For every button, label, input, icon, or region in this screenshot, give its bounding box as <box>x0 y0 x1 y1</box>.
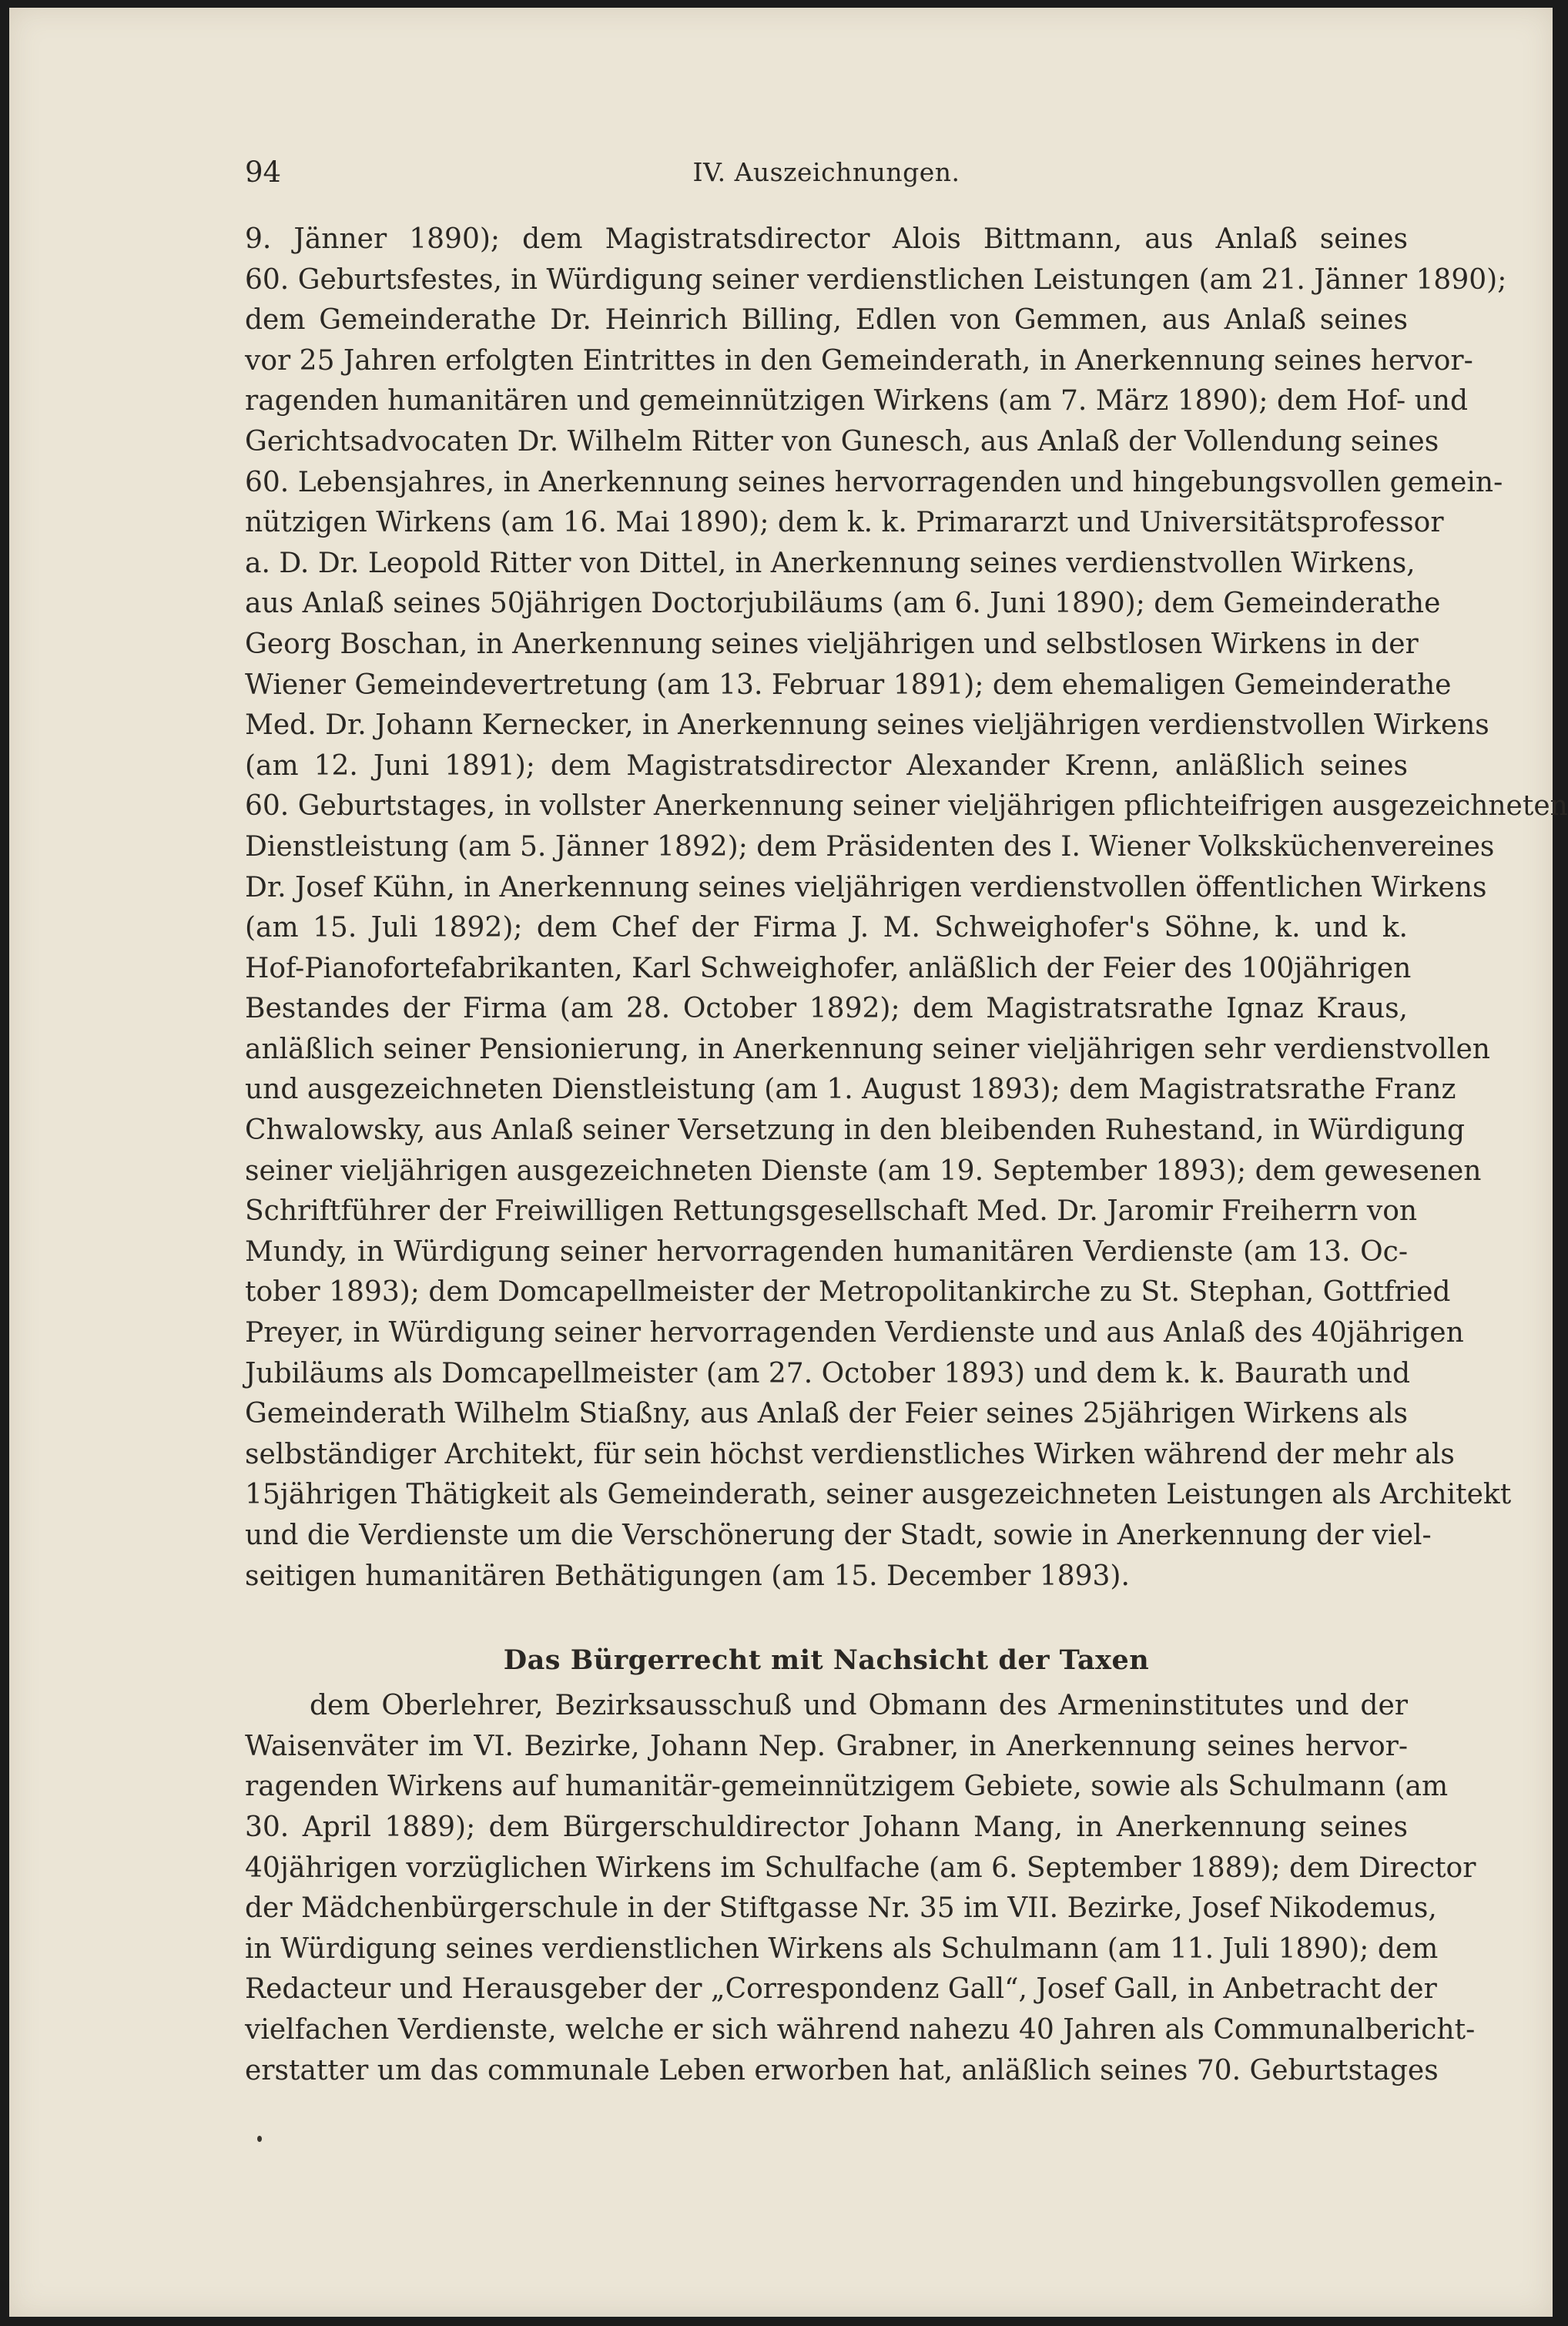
text-line: tober 1893); dem Domcapellmeister der Metropolitankirche zu St. Stephan, Gottfried <box>245 1276 1451 1309</box>
text-line: vielfachen Verdienste, welche er sich während nahezu 40 Jahren als Communalbericht- <box>245 2013 1476 2046</box>
text-line: Gerichtsadvocaten Dr. Wilhelm Ritter von Gunesch, aus Anlaß der Vollendung seines <box>245 425 1439 457</box>
section-gap <box>245 1597 1408 1640</box>
text-line: Hof-Pianofortefabrikanten, Karl Schweighofer, anläßlich der Feier des 100jährigen <box>245 952 1412 984</box>
text-line: Dr. Josef Kühn, in Anerkennung seines vieljährigen verdienstvollen öffentlichen Wirkens <box>245 871 1487 903</box>
text-line: Dienstleistung (am 5. Jänner 1892); dem Präsidenten des I. Wiener Volksküchenvereines <box>245 830 1495 863</box>
text-line: Preyer, in Würdigung seiner hervorragenden Verdienste und aus Anlaß des 40jährigen <box>245 1317 1464 1349</box>
text-line: Waisenväter im VI. Bezirke, Johann Nep. Grabner, in Anerkennung seines hervor- <box>245 1730 1408 1762</box>
text-line: und die Verdienste um die Verschönerung der Stadt, sowie in Anerkennung der viel- <box>245 1520 1432 1551</box>
text-line: anläßlich seiner Pensionierung, in Anerkennung seiner vieljährigen sehr verdienstvollen <box>245 1033 1490 1065</box>
text-line: Chwalowsky, aus Anlaß seiner Versetzung in den bleibenden Ruhestand, in Würdigung <box>245 1114 1466 1147</box>
page-number: 94 <box>245 156 282 189</box>
text-line: ragenden Wirkens auf humanitär-gemeinnützigem Gebiete, sowie als Schulmann (am <box>245 1771 1449 1803</box>
section-heading: Das Bürgerrecht mit Nachsicht der Taxen <box>503 1644 1150 1677</box>
text-line: dem Oberlehrer, Bezirksausschuß und Obmann des Armeninstitutes und der <box>310 1690 1408 1722</box>
text-line: 60. Geburtstages, in vollster Anerkennung seiner vieljährigen pflichteifrigen ausgezeichneten <box>245 790 1568 823</box>
text-line: ragenden humanitären und gemeinnützigen Wirkens (am 7. März 1890); dem Hof- und <box>245 385 1469 417</box>
paragraph-citizenship <box>245 1686 1476 2091</box>
paragraph-honors <box>245 220 1568 1597</box>
text-line: Redacteur und Herausgeber der „Correspondenz Gall“, Josef Gall, in Anbetracht der <box>245 1973 1437 2006</box>
text-line: 15jährigen Thätigkeit als Gemeinderath, seiner ausgezeichneten Leistungen als Architekt <box>245 1479 1512 1511</box>
ink-speck <box>257 2136 262 2142</box>
text-line: 9. Jänner 1890); dem Magistratsdirector Alois Bittmann, aus Anlaß seines <box>245 223 1408 255</box>
text-line: aus Anlaß seines 50jährigen Doctorjubiläums (am 6. Juni 1890); dem Gemeinderathe <box>245 588 1441 620</box>
text-line: seitigen humanitären Bethätigungen (am 15. December 1893). <box>245 1560 1130 1592</box>
text-line: vor 25 Jahren erfolgten Eintrittes in den Gemeinderath, in Anerkennung seines hervor- <box>245 344 1473 377</box>
text-line: 40jährigen vorzüglichen Wirkens im Schulfache (am 6. September 1889); dem Director <box>245 1852 1476 1884</box>
running-head: IV. Auszeichnungen. <box>692 157 960 187</box>
text-line: (am 15. Juli 1892); dem Chef der Firma J. M. Schweighofer's Söhne, k. und k. <box>245 912 1408 944</box>
text-line: 60. Lebensjahres, in Anerkennung seines hervorragenden und hingebungsvollen gemein- <box>245 466 1503 498</box>
body-text <box>245 220 1568 2091</box>
text-line: in Würdigung seines verdienstlichen Wirkens als Schulmann (am 11. Juli 1890); dem <box>245 1932 1439 1965</box>
text-line: Schriftführer der Freiwilligen Rettungsgesellschaft Med. Dr. Jaromir Freiherrn von <box>245 1195 1418 1228</box>
text-line: Gemeinderath Wilhelm Stiaßny, aus Anlaß der Feier seines 25jährigen Wirkens als <box>245 1398 1408 1430</box>
text-line: der Mädchenbürgerschule in der Stiftgasse Nr. 35 im VII. Bezirke, Josef Nikodemus, <box>245 1892 1437 1925</box>
text-line: selbständiger Architekt, für sein höchst verdienstliches Wirken während der mehr als <box>245 1438 1455 1470</box>
text-line: seiner vieljährigen ausgezeichneten Dienste (am 19. September 1893); dem gewesenen <box>245 1155 1482 1187</box>
text-line: und ausgezeichneten Dienstleistung (am 1. August 1893); dem Magistratsrathe Franz <box>245 1074 1456 1106</box>
text-line: Bestandes der Firma (am 28. October 1892); dem Magistratsrathe Ignaz Kraus, <box>245 993 1408 1025</box>
text-line: erstatter um das communale Leben erworben hat, anläßlich seines 70. Geburtstages <box>245 2054 1439 2086</box>
text-line: a. D. Dr. Leopold Ritter von Dittel, in Anerkennung seines verdienstvollen Wirkens, <box>245 547 1416 579</box>
text-line: Wiener Gemeindevertretung (am 13. Februar 1891); dem ehemaligen Gemeinderathe <box>245 669 1452 701</box>
text-line: 30. April 1889); dem Bürgerschuldirector Johann Mang, in Anerkennung seines <box>245 1811 1408 1843</box>
text-line: nützigen Wirkens (am 16. Mai 1890); dem k. k. Primararzt und Universitätsprofessor <box>245 507 1444 539</box>
text-line: (am 12. Juni 1891); dem Magistratsdirector Alexander Krenn, anläßlich seines <box>245 749 1408 782</box>
text-line: Jubiläums als Domcapellmeister (am 27. October 1893) und dem k. k. Baurath und <box>245 1357 1411 1389</box>
text-line: dem Gemeinderathe Dr. Heinrich Billing, Edlen von Gemmen, aus Anlaß seines <box>245 304 1408 337</box>
text-line: 60. Geburtsfestes, in Würdigung seiner verdienstlichen Leistungen (am 21. Jänner 1890); <box>245 263 1507 296</box>
text-line: Mundy, in Würdigung seiner hervorragenden humanitären Verdienste (am 13. Oc- <box>245 1235 1408 1268</box>
text-line: Med. Dr. Johann Kernecker, in Anerkennung seines vieljährigen verdienstvollen Wirkens <box>245 709 1489 742</box>
page-header <box>245 156 1408 194</box>
text-line: Georg Boschan, in Anerkennung seines vieljährigen und selbstlosen Wirkens in der <box>245 628 1419 660</box>
